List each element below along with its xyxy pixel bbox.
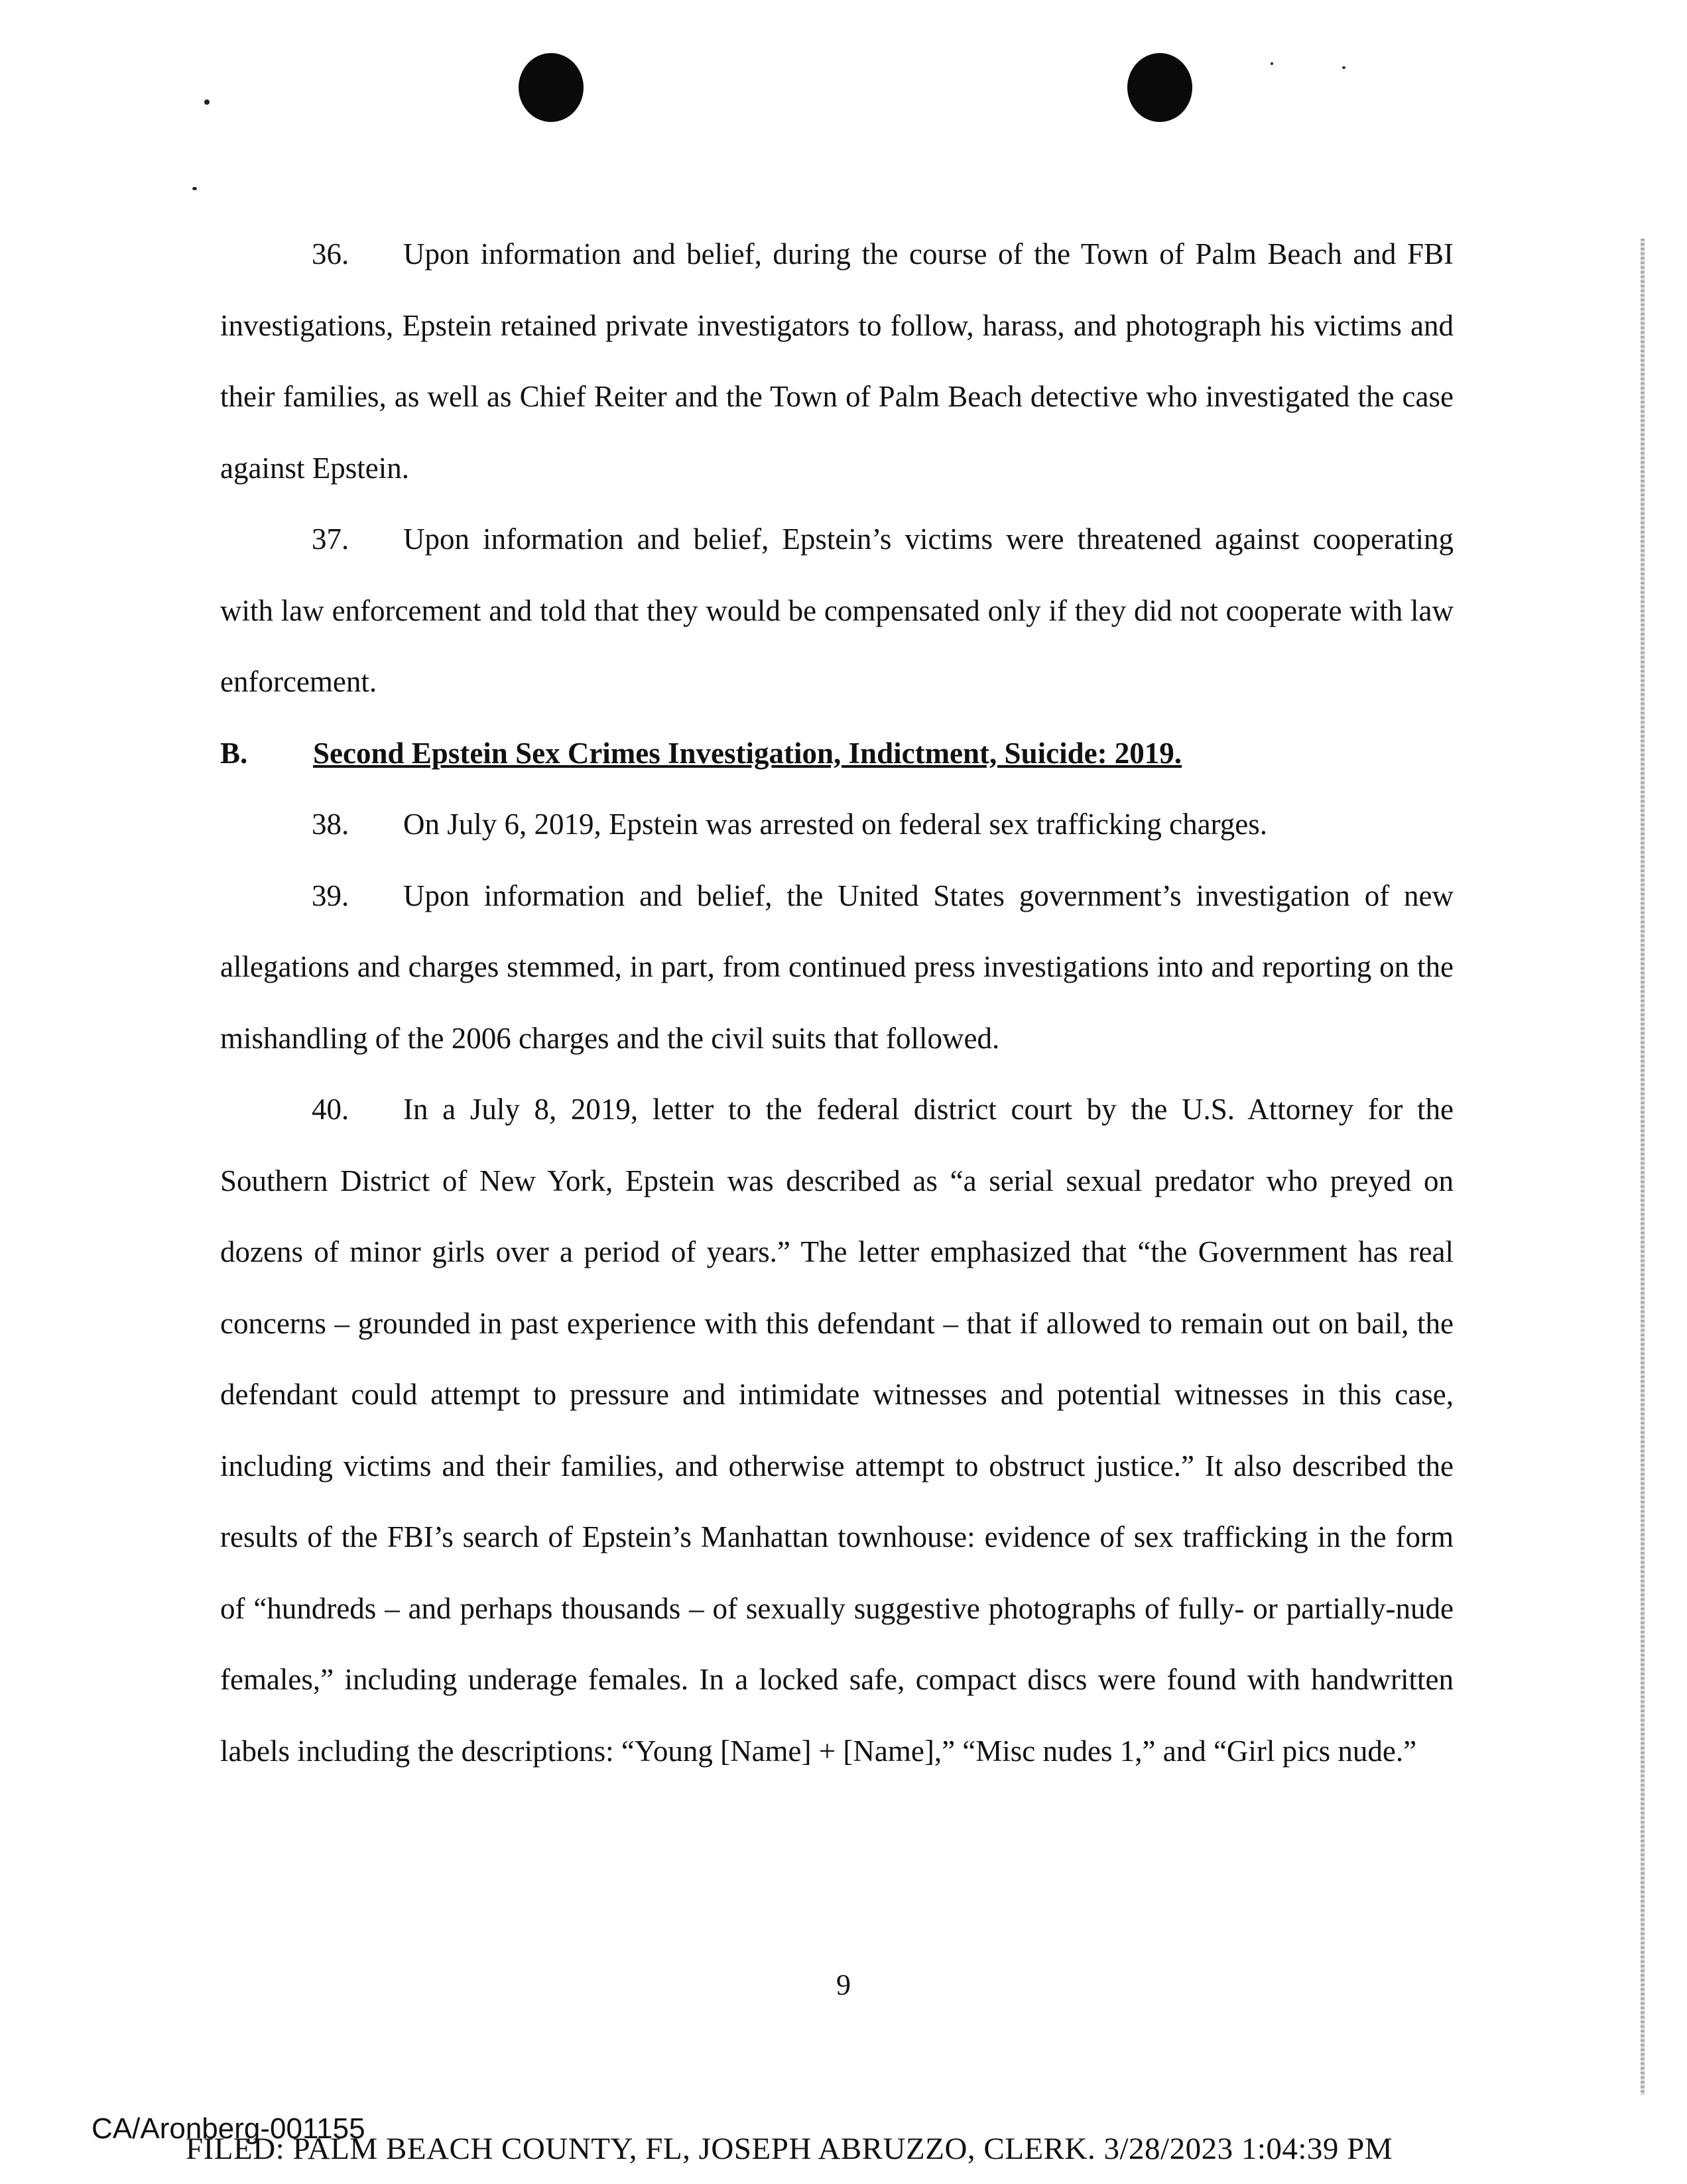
paragraph-number: 40. [312,1093,349,1126]
paragraph-text: Upon information and belief, Epstein’s victims were threatened against cooperating with law enforcement and told that they would be compensated only if they did not cooperate with law enforcement. [220,522,1454,698]
scan-speck [192,187,197,190]
paragraph-40 [220,1074,1454,1787]
paragraph-number: 38. [312,808,349,841]
paragraph-37 [220,504,1454,718]
punch-hole-left [519,53,584,122]
scan-speck [1271,62,1273,65]
scan-edge-shadow [1641,239,1645,2095]
paragraph-number: 36. [312,237,349,271]
section-title: Second Epstein Sex Crimes Investigation, Indictment, Suicide: 2019. [313,736,1182,770]
paragraph-text: Upon information and belief, during the course of the Town of Palm Beach and FBI investigations, Epstein retained private investigators to follow, harass, and photograph his victims and their families, as well as Chief Reiter and the Town of Palm Beach detective who investigated the case against Epstein. [220,237,1454,485]
section-heading [220,718,1454,790]
filing-stamp: FILED: PALM BEACH COUNTY, FL, JOSEPH ABRUZZO, CLERK. 3/28/2023 1:04:39 PM [186,2132,1393,2166]
paragraph-text: Upon information and belief, the United States government’s investigation of new allegations and charges stemmed, in part, from continued press investigations into and reporting on the mishandling of the 2006 charges and the civil suits that followed. [220,879,1454,1055]
paragraph-number: 37. [312,522,349,556]
scan-speck [1342,66,1345,69]
punch-hole-right [1127,53,1192,122]
paragraph-39 [220,861,1454,1075]
paragraph-38 [220,789,1454,861]
paragraph-text: In a July 8, 2019, letter to the federal district court by the U.S. Attorney for the Southern District of New York, Epstein was described as “a serial sexual predator who preyed on dozens of minor girls over a period of years.” The letter emphasized that “the Government has real concerns – grounded in past experience with this defendant – that if allowed to remain out on bail, the defendant could attempt to pressure and intimidate witnesses and potential witnesses in this case, including victims and their families, and otherwise attempt to obstruct justice.” It also described the results of the FBI’s search of Epstein’s Manhattan townhouse: evidence of sex trafficking in the form of “hundreds – and perhaps thousands – of sexually suggestive photographs of fully- or partially-nude females,” including underage females. In a locked safe, compact discs were found with handwritten labels including the descriptions: “Young [Name] + [Name],” “Misc nudes 1,” and “Girl pics nude.” [220,1093,1454,1768]
document-body [220,219,1454,1787]
page-number: 9 [836,1969,851,2001]
bates-number: CA/Aronberg-001155 [92,2112,365,2145]
scan-speck [204,99,210,105]
section-letter: B. [220,736,248,770]
paragraph-text: On July 6, 2019, Epstein was arrested on federal sex trafficking charges. [403,808,1267,841]
paragraph-36 [220,219,1454,504]
paragraph-number: 39. [312,879,349,912]
